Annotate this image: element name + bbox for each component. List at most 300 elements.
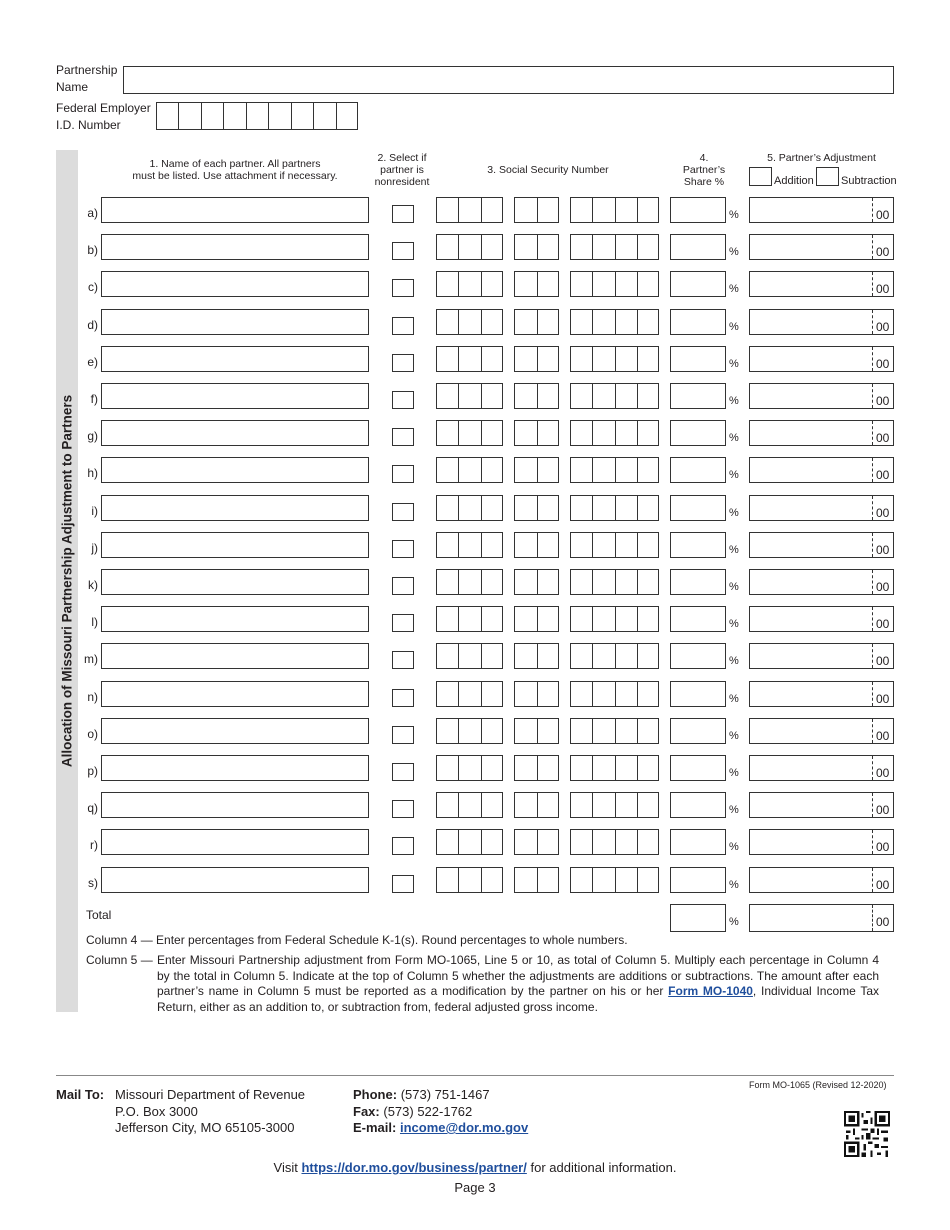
partner-name-input[interactable] <box>101 234 369 260</box>
row-label: r) <box>90 838 98 852</box>
ssn-part1-input[interactable] <box>436 420 503 446</box>
visit-line <box>0 1160 950 1175</box>
ssn-digit-separator <box>458 235 459 259</box>
ssn-digit-separator <box>537 235 538 259</box>
cents-separator <box>872 533 873 557</box>
ssn-digit-separator <box>458 198 459 222</box>
ssn-digit-separator <box>637 830 638 854</box>
fein-digit-separator <box>268 103 269 129</box>
partner-share-input[interactable] <box>670 569 726 595</box>
ssn-digit-separator <box>481 310 482 334</box>
ssn-digit-separator <box>615 793 616 817</box>
fein-digit-separator <box>246 103 247 129</box>
ssn-part2-input[interactable] <box>514 234 559 260</box>
mail-address <box>115 1087 305 1137</box>
ssn-part3-input[interactable] <box>570 420 659 446</box>
email-label: E-mail: <box>353 1120 397 1135</box>
ssn-digit-separator <box>537 347 538 371</box>
cents-separator <box>872 607 873 631</box>
page-number: Page 3 <box>454 1180 496 1195</box>
partner-share-input[interactable] <box>670 346 726 372</box>
pct-symbol: % <box>729 283 739 295</box>
ssn-digit-separator <box>481 756 482 780</box>
partnership-name-input[interactable] <box>123 66 894 94</box>
cents-separator <box>872 310 873 334</box>
phone-line <box>353 1087 528 1104</box>
cents-label: 00 <box>876 729 890 743</box>
partner-name-input[interactable] <box>101 718 369 744</box>
col1-header <box>104 158 366 182</box>
ssn-digit-separator <box>481 682 482 706</box>
ssn-part3-input[interactable] <box>570 197 659 223</box>
partner-share-input[interactable] <box>670 495 726 521</box>
ssn-digit-separator <box>637 533 638 557</box>
nonresident-checkbox[interactable] <box>392 689 414 707</box>
nonresident-checkbox[interactable] <box>392 837 414 855</box>
ssn-digit-separator <box>637 272 638 296</box>
fein-digit-separator <box>178 103 179 129</box>
pct-symbol: % <box>729 209 739 221</box>
cents-label: 00 <box>876 543 890 557</box>
pct-symbol: % <box>729 395 739 407</box>
cents-separator <box>872 868 873 892</box>
row-label: b) <box>87 243 98 257</box>
ssn-part1-input[interactable] <box>436 457 503 483</box>
cents-separator <box>872 830 873 854</box>
partner-name-input[interactable] <box>101 420 369 446</box>
ssn-digit-separator <box>615 830 616 854</box>
row-label: m) <box>84 652 98 666</box>
ssn-part3-input[interactable] <box>570 271 659 297</box>
col2-header-line1: 2. Select if <box>377 152 427 164</box>
ssn-digit-separator <box>615 272 616 296</box>
ssn-part3-input[interactable] <box>570 606 659 632</box>
ssn-part3-input[interactable] <box>570 457 659 483</box>
ssn-part1-input[interactable] <box>436 383 503 409</box>
cents-label: 00 <box>876 692 890 706</box>
col2-header-line2: partner is <box>380 164 424 176</box>
partner-name-input[interactable] <box>101 309 369 335</box>
footer-divider <box>56 1075 894 1076</box>
ssn-part1-input[interactable] <box>436 606 503 632</box>
ssn-part1-input[interactable] <box>436 197 503 223</box>
ssn-part2-input[interactable] <box>514 643 559 669</box>
cents-separator <box>872 644 873 668</box>
cents-separator <box>872 793 873 817</box>
ssn-part1-input[interactable] <box>436 309 503 335</box>
partner-name-input[interactable] <box>101 643 369 669</box>
partner-name-input[interactable] <box>101 681 369 707</box>
ssn-digit-separator <box>637 384 638 408</box>
email-line <box>353 1120 528 1137</box>
total-pct-symbol: % <box>729 916 739 928</box>
partner-share-input[interactable] <box>670 197 726 223</box>
contact-info <box>353 1087 528 1137</box>
cents-separator <box>872 384 873 408</box>
partner-share-input[interactable] <box>670 234 726 260</box>
partner-name-input[interactable] <box>101 495 369 521</box>
row-label: i) <box>91 504 98 518</box>
ssn-digit-separator <box>615 384 616 408</box>
ssn-digit-separator <box>481 235 482 259</box>
pct-symbol: % <box>729 581 739 593</box>
partner-name-input[interactable] <box>101 457 369 483</box>
cents-separator <box>872 756 873 780</box>
total-cents-separator <box>872 905 873 931</box>
partner-share-input[interactable] <box>670 457 726 483</box>
cents-label: 00 <box>876 245 890 259</box>
partner-name-input[interactable] <box>101 532 369 558</box>
ssn-digit-separator <box>481 793 482 817</box>
ssn-part1-input[interactable] <box>436 346 503 372</box>
ssn-part2-input[interactable] <box>514 420 559 446</box>
cents-label: 00 <box>876 506 890 520</box>
cents-label: 00 <box>876 840 890 854</box>
col5-header: 5. Partner’s Adjustment <box>767 152 876 164</box>
partner-share-input[interactable] <box>670 681 726 707</box>
ssn-part1-input[interactable] <box>436 755 503 781</box>
fein-label-line1: Federal Employer <box>56 101 151 115</box>
nonresident-checkbox[interactable] <box>392 317 414 335</box>
ssn-digit-separator <box>537 682 538 706</box>
partner-share-input[interactable] <box>670 309 726 335</box>
partner-name-input[interactable] <box>101 792 369 818</box>
pct-symbol: % <box>729 655 739 667</box>
partner-name-input[interactable] <box>101 755 369 781</box>
ssn-part2-input[interactable] <box>514 532 559 558</box>
partner-name-input[interactable] <box>101 197 369 223</box>
ssn-part3-input[interactable] <box>570 495 659 521</box>
ssn-digit-separator <box>592 347 593 371</box>
ssn-digit-separator <box>537 458 538 482</box>
total-share-input[interactable] <box>670 904 726 932</box>
partner-share-input[interactable] <box>670 643 726 669</box>
ssn-part2-input[interactable] <box>514 346 559 372</box>
nonresident-checkbox[interactable] <box>392 503 414 521</box>
ssn-part3-input[interactable] <box>570 792 659 818</box>
partner-share-input[interactable] <box>670 606 726 632</box>
ssn-digit-separator <box>458 421 459 445</box>
ssn-digit-separator <box>637 235 638 259</box>
addition-label: Addition <box>774 175 814 187</box>
nonresident-checkbox[interactable] <box>392 428 414 446</box>
nonresident-checkbox[interactable] <box>392 391 414 409</box>
row-label: e) <box>87 355 98 369</box>
ssn-digit-separator <box>615 310 616 334</box>
cents-label: 00 <box>876 208 890 222</box>
ssn-digit-separator <box>458 384 459 408</box>
ssn-part2-input[interactable] <box>514 495 559 521</box>
mail-to-label: Mail To: <box>56 1087 105 1102</box>
ssn-part2-input[interactable] <box>514 309 559 335</box>
ssn-digit-separator <box>637 719 638 743</box>
ssn-digit-separator <box>537 310 538 334</box>
row-label: j) <box>91 541 98 555</box>
pct-symbol: % <box>729 321 739 333</box>
visit-url-link[interactable]: https://dor.mo.gov/business/partner/ <box>301 1160 527 1175</box>
cents-separator <box>872 458 873 482</box>
col1-header-line1: 1. Name of each partner. All partners <box>149 158 321 170</box>
col4-header <box>668 152 740 188</box>
nonresident-checkbox[interactable] <box>392 875 414 893</box>
ssn-digit-separator <box>637 458 638 482</box>
ssn-digit-separator <box>615 347 616 371</box>
nonresident-checkbox[interactable] <box>392 614 414 632</box>
ssn-part1-input[interactable] <box>436 495 503 521</box>
email-link[interactable]: income@dor.mo.gov <box>399 1120 529 1135</box>
ssn-digit-separator <box>592 458 593 482</box>
pct-symbol: % <box>729 693 739 705</box>
form-id: Form MO-1065 (Revised 12-2020) <box>749 1080 887 1090</box>
ssn-digit-separator <box>537 793 538 817</box>
ssn-digit-separator <box>592 644 593 668</box>
ssn-part1-input[interactable] <box>436 792 503 818</box>
ssn-part2-input[interactable] <box>514 606 559 632</box>
ssn-part3-input[interactable] <box>570 532 659 558</box>
ssn-part3-input[interactable] <box>570 681 659 707</box>
col2-header-line3: nonresident <box>374 176 430 188</box>
pct-symbol: % <box>729 544 739 556</box>
ssn-digit-separator <box>592 235 593 259</box>
ssn-part2-input[interactable] <box>514 755 559 781</box>
ssn-digit-separator <box>615 607 616 631</box>
ssn-part3-input[interactable] <box>570 234 659 260</box>
ssn-part3-input[interactable] <box>570 718 659 744</box>
nonresident-checkbox[interactable] <box>392 651 414 669</box>
ssn-part2-input[interactable] <box>514 867 559 893</box>
col5-note <box>157 953 879 1015</box>
ssn-digit-separator <box>458 533 459 557</box>
ssn-part3-input[interactable] <box>570 569 659 595</box>
visit-prefix: Visit <box>273 1160 298 1175</box>
nonresident-checkbox[interactable] <box>392 577 414 595</box>
ssn-part3-input[interactable] <box>570 829 659 855</box>
ssn-digit-separator <box>615 533 616 557</box>
partner-share-input[interactable] <box>670 867 726 893</box>
ssn-part2-input[interactable] <box>514 197 559 223</box>
form-mo-1040-link[interactable]: Form MO-1040 <box>668 984 753 998</box>
ssn-digit-separator <box>458 682 459 706</box>
partner-name-input[interactable] <box>101 867 369 893</box>
partner-share-input[interactable] <box>670 792 726 818</box>
col4-header-line1: 4. <box>699 152 709 164</box>
ssn-part3-input[interactable] <box>570 643 659 669</box>
partner-share-input[interactable] <box>670 383 726 409</box>
ssn-digit-separator <box>481 421 482 445</box>
ssn-digit-separator <box>537 719 538 743</box>
ssn-part3-input[interactable] <box>570 346 659 372</box>
partner-name-input[interactable] <box>101 346 369 372</box>
partner-share-input[interactable] <box>670 718 726 744</box>
partner-share-input[interactable] <box>670 829 726 855</box>
ssn-part2-input[interactable] <box>514 718 559 744</box>
ssn-digit-separator <box>458 458 459 482</box>
col3-header: 3. Social Security Number <box>487 164 609 176</box>
cents-label: 00 <box>876 617 890 631</box>
row-label: k) <box>88 578 98 592</box>
ssn-digit-separator <box>592 868 593 892</box>
fein-input[interactable] <box>156 102 358 130</box>
phone-label: Phone: <box>353 1087 398 1102</box>
row-label: d) <box>87 318 98 332</box>
ssn-digit-separator <box>637 310 638 334</box>
ssn-part1-input[interactable] <box>436 271 503 297</box>
ssn-digit-separator <box>481 458 482 482</box>
col1-header-line2: must be listed. Use attachment if necessary. <box>132 170 338 182</box>
ssn-part3-input[interactable] <box>570 755 659 781</box>
total-cents: 00 <box>876 915 890 929</box>
ssn-digit-separator <box>615 570 616 594</box>
nonresident-checkbox[interactable] <box>392 279 414 297</box>
cents-separator <box>872 198 873 222</box>
nonresident-checkbox[interactable] <box>392 763 414 781</box>
ssn-part1-input[interactable] <box>436 718 503 744</box>
partnership-name-label-line1: Partnership <box>56 63 118 77</box>
ssn-part1-input[interactable] <box>436 643 503 669</box>
ssn-digit-separator <box>458 644 459 668</box>
row-label: h) <box>87 466 98 480</box>
ssn-digit-separator <box>537 533 538 557</box>
ssn-digit-separator <box>637 421 638 445</box>
cents-label: 00 <box>876 803 890 817</box>
partner-name-input[interactable] <box>101 829 369 855</box>
ssn-digit-separator <box>458 830 459 854</box>
ssn-digit-separator <box>458 310 459 334</box>
partner-name-input[interactable] <box>101 271 369 297</box>
ssn-part2-input[interactable] <box>514 792 559 818</box>
ssn-part2-input[interactable] <box>514 829 559 855</box>
row-label: a) <box>87 206 98 220</box>
partner-share-input[interactable] <box>670 532 726 558</box>
ssn-part1-input[interactable] <box>436 867 503 893</box>
fein-digit-separator <box>336 103 337 129</box>
partner-name-input[interactable] <box>101 383 369 409</box>
cents-separator <box>872 570 873 594</box>
row-label: o) <box>87 727 98 741</box>
addition-checkbox[interactable] <box>749 167 772 186</box>
pct-symbol: % <box>729 804 739 816</box>
ssn-digit-separator <box>537 570 538 594</box>
nonresident-checkbox[interactable] <box>392 205 414 223</box>
nonresident-checkbox[interactable] <box>392 726 414 744</box>
ssn-digit-separator <box>481 384 482 408</box>
mail-line1: Missouri Department of Revenue <box>115 1087 306 1102</box>
ssn-part1-input[interactable] <box>436 234 503 260</box>
ssn-digit-separator <box>537 644 538 668</box>
ssn-digit-separator <box>592 719 593 743</box>
ssn-digit-separator <box>481 347 482 371</box>
cents-label: 00 <box>876 766 890 780</box>
ssn-digit-separator <box>481 868 482 892</box>
cents-label: 00 <box>876 580 890 594</box>
partner-share-input[interactable] <box>670 420 726 446</box>
ssn-part2-input[interactable] <box>514 569 559 595</box>
ssn-digit-separator <box>458 868 459 892</box>
pct-symbol: % <box>729 432 739 444</box>
partner-name-input[interactable] <box>101 569 369 595</box>
ssn-digit-separator <box>537 868 538 892</box>
fein-label <box>56 100 151 134</box>
ssn-digit-separator <box>481 644 482 668</box>
row-label: n) <box>87 690 98 704</box>
nonresident-checkbox[interactable] <box>392 465 414 483</box>
ssn-digit-separator <box>458 756 459 780</box>
ssn-digit-separator <box>537 198 538 222</box>
ssn-digit-separator <box>592 384 593 408</box>
ssn-digit-separator <box>615 421 616 445</box>
ssn-digit-separator <box>615 682 616 706</box>
ssn-digit-separator <box>481 496 482 520</box>
ssn-part1-input[interactable] <box>436 681 503 707</box>
row-label: c) <box>88 280 98 294</box>
ssn-digit-separator <box>481 570 482 594</box>
ssn-digit-separator <box>537 756 538 780</box>
ssn-digit-separator <box>592 310 593 334</box>
ssn-digit-separator <box>481 607 482 631</box>
partner-share-input[interactable] <box>670 271 726 297</box>
nonresident-checkbox[interactable] <box>392 800 414 818</box>
ssn-digit-separator <box>592 272 593 296</box>
nonresident-checkbox[interactable] <box>392 354 414 372</box>
ssn-part2-input[interactable] <box>514 681 559 707</box>
ssn-part1-input[interactable] <box>436 569 503 595</box>
ssn-digit-separator <box>637 682 638 706</box>
qr-code-icon <box>843 1111 891 1157</box>
ssn-part3-input[interactable] <box>570 309 659 335</box>
ssn-digit-separator <box>592 830 593 854</box>
fein-digit-separator <box>313 103 314 129</box>
fein-digit-separator <box>201 103 202 129</box>
ssn-digit-separator <box>637 496 638 520</box>
partnership-name-label <box>56 62 117 96</box>
fax-number: (573) 522-1762 <box>383 1103 473 1119</box>
ssn-part1-input[interactable] <box>436 532 503 558</box>
ssn-digit-separator <box>458 607 459 631</box>
ssn-part1-input[interactable] <box>436 829 503 855</box>
ssn-digit-separator <box>637 756 638 780</box>
ssn-digit-separator <box>615 458 616 482</box>
partner-name-input[interactable] <box>101 606 369 632</box>
ssn-part3-input[interactable] <box>570 867 659 893</box>
fein-label-line2: I.D. Number <box>56 118 121 132</box>
subtraction-checkbox[interactable] <box>816 167 839 186</box>
nonresident-checkbox[interactable] <box>392 242 414 260</box>
cents-label: 00 <box>876 654 890 668</box>
ssn-digit-separator <box>592 607 593 631</box>
nonresident-checkbox[interactable] <box>392 540 414 558</box>
ssn-digit-separator <box>637 868 638 892</box>
col4-header-line2: Partner’s <box>682 164 726 176</box>
ssn-part2-input[interactable] <box>514 383 559 409</box>
visit-suffix: for additional information. <box>526 1160 677 1175</box>
total-label: Total <box>86 908 112 922</box>
ssn-part2-input[interactable] <box>514 457 559 483</box>
ssn-digit-separator <box>537 272 538 296</box>
cents-separator <box>872 496 873 520</box>
ssn-digit-separator <box>637 607 638 631</box>
pct-symbol: % <box>729 879 739 891</box>
ssn-digit-separator <box>615 198 616 222</box>
ssn-part2-input[interactable] <box>514 271 559 297</box>
ssn-digit-separator <box>537 384 538 408</box>
ssn-digit-separator <box>592 533 593 557</box>
ssn-part3-input[interactable] <box>570 383 659 409</box>
ssn-digit-separator <box>615 868 616 892</box>
ssn-digit-separator <box>537 496 538 520</box>
col5-note-text: Enter Missouri Partnership adjustment from Form MO-1065, Line 5 or 10, as total of Column 5. Multiply each percentage in Column 4 by the total in Column 5. Indicate at the top of Column 5 whether the adjustments are additions or subtractions. The amount after each partner’s name in Column 5 must be reported as a modification by the partner on his or her <box>157 953 879 998</box>
section-title: Allocation of Missouri Partnership Adjustment to Partners <box>59 394 75 768</box>
partner-share-input[interactable] <box>670 755 726 781</box>
